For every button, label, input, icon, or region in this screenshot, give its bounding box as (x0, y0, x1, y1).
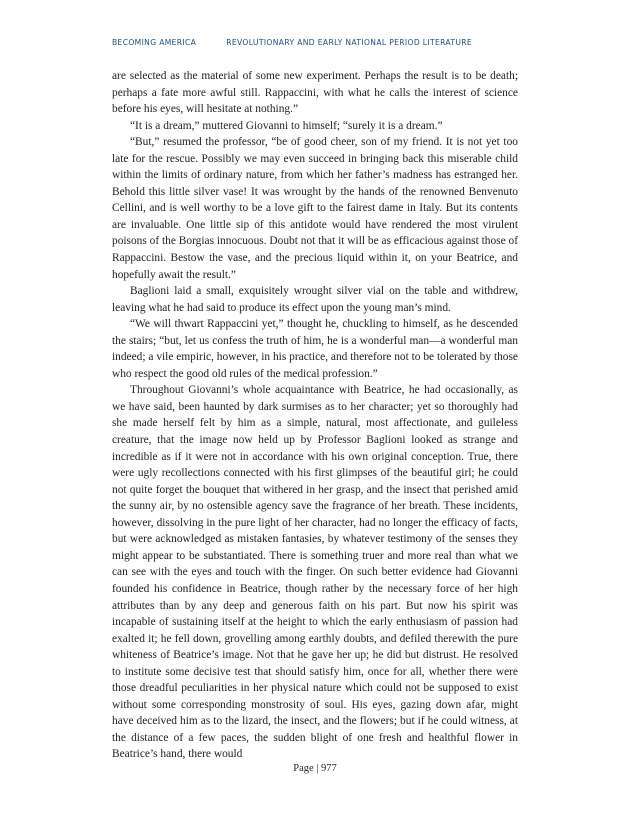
paragraph: “We will thwart Rappaccini yet,” thought he, chuckling to himself, as he descended the stairs; “but, let us confess the truth of him, he is a wonderful man—a wonderful man indeed; a vile empiric, however, in his practice, and therefore not to be tolerated by those who respect the good old rules of the medical profession.” (112, 318, 518, 380)
paragraph-continuation: are selected as the material of some new experiment. Perhaps the result is to be death; perhaps a fate more awful still. Rappaccini, with what he calls the interest of science before his eyes, will hesitate at nothing.” (112, 70, 518, 116)
book-title: BECOMING AMERICA (112, 38, 197, 47)
body-text (112, 68, 518, 763)
paragraph: Throughout Giovanni’s whole acquaintance with Beatrice, he had occasionally, as we have said, been haunted by dark surmises as to her character; yet so thoroughly had she made herself felt by him as a simple, natural, most affectionate, and guileless creature, that the image now held up by Professor Baglioni looked as strange and incredible as if it were not in accordance with his own original conception. True, there were ugly recollections connected with his first glimpses of the beautiful girl; he could not quite forget the bouquet that withered in her grasp, and the insect that perished amid the sunny air, by no ostensible agency save the fragrance of her breath. These incidents, however, dissolving in the pure light of her character, had no longer the efficacy of facts, but were acknowledged as mistaken fantasies, by whatever testimony of the senses they might appear to be substantiated. There is something truer and more real than what we can see with the eyes and touch with the finger. On such better evidence had Giovanni founded his confidence in Beatrice, though rather by the necessary force of her high attributes than by any deep and generous faith on his part. But now his spirit was incapable of sustaining itself at the height to which the early enthusiasm of passion had exalted it; he fell down, grovelling among earthly doubts, and defiled therewith the pure whiteness of Beatrice’s image. Not that he gave her up; he did but distrust. He resolved to institute some decisive test that should satisfy him, once for all, whether there were those dreadful peculiarities in her physical nature which could not be supposed to exist without some corresponding monstrosity of soul. His eyes, gazing down afar, might have deceived him as to the lizard, the insect, and the flowers; but if he could witness, at the distance of a few paces, the sudden blight of one fresh and healthful flower in Beatrice’s hand, there would (112, 384, 518, 761)
paragraph: “But,” resumed the professor, “be of good cheer, son of my friend. It is not yet too late for the rescue. Possibly we may even succeed in bringing back this miserable child within the limits of ordinary nature, from which her father’s madness has estranged her. Behold this little silver vase! It was wrought by the hands of the renowned Benvenuto Cellini, and is well worthy to be a love gift to the fairest dame in Italy. But its contents are invaluable. One little sip of this antidote would have rendered the most virulent poisons of the Borgias innocuous. Doubt not that it will be as efficacious against those of Rappaccini. Bestow the vase, and the precious liquid within it, on your Beatrice, and hopefully await the result.” (112, 136, 518, 281)
running-header (112, 38, 542, 47)
section-title: REVOLUTIONARY AND EARLY NATIONAL PERIOD LITERATURE (226, 38, 473, 47)
page-number: Page | 977 (293, 763, 337, 774)
paragraph: “It is a dream,” muttered Giovanni to himself; “surely it is a dream.” (130, 119, 443, 132)
paragraph: Baglioni laid a small, exquisitely wrought silver vial on the table and withdrew, leaving what he had said to produce its effect upon the young man’s mind. (112, 285, 518, 314)
